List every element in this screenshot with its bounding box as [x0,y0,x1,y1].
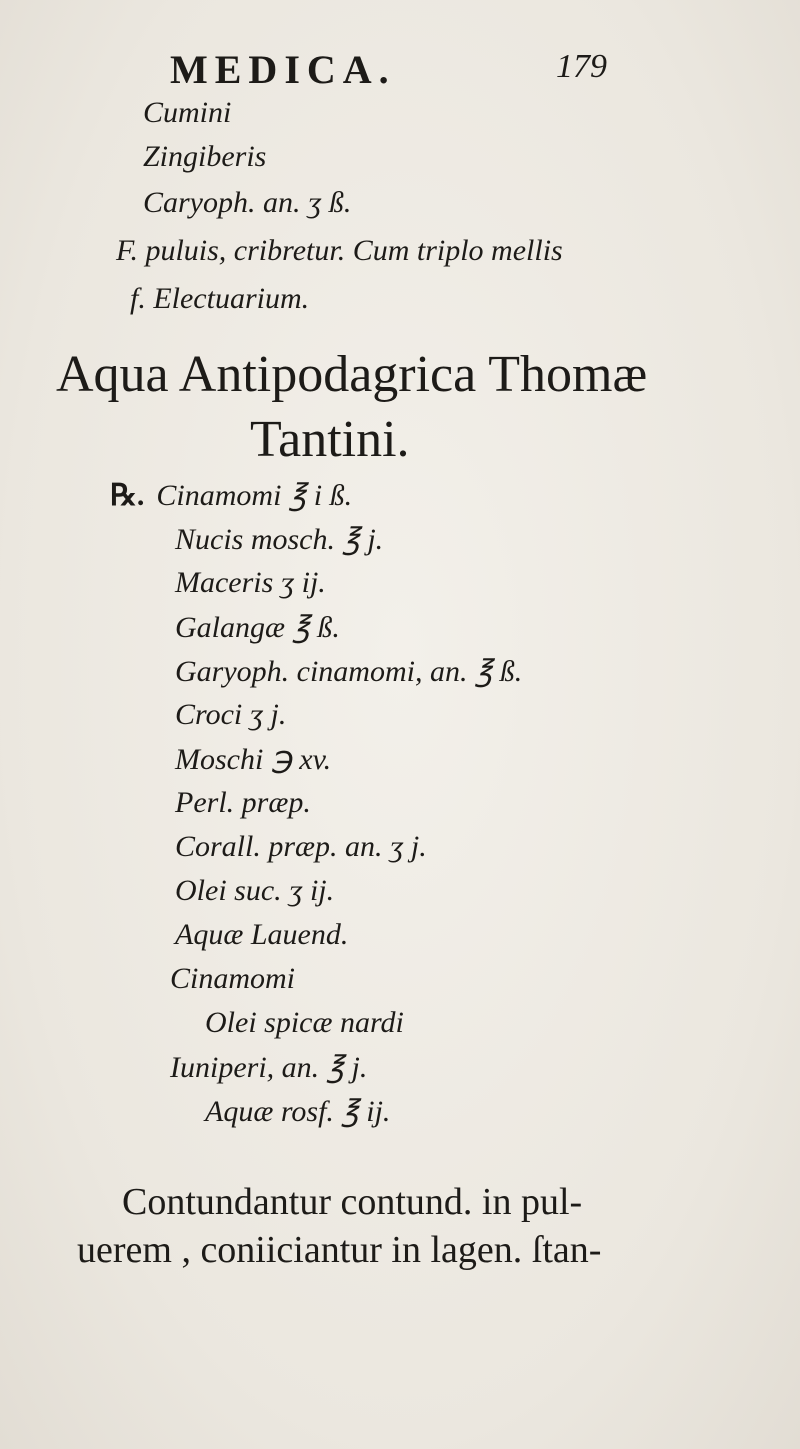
ingredient-line: Maceris ʒ ij. [175,566,326,599]
procedure-line: uerem , coniiciantur in lagen. ſtan- [77,1229,602,1271]
ingredient-line: Cinamomi ℥ i ß. [156,479,353,512]
ingredient-line: Olei spicæ nardi [205,1006,404,1039]
ingredient-line: Nucis mosch. ℥ j. [175,523,384,556]
preceding-recipe-line: f. Electuarium. [130,282,310,315]
page-number: 179 [556,48,607,85]
ingredient-line: Garyoph. cinamomi, an. ℥ ß. [175,655,523,688]
ingredient-line: Aquæ Lauend. [175,918,349,951]
recipe-first-line [110,478,352,513]
ingredient-line: Olei suc. ʒ ij. [175,874,335,907]
ingredient-line: Perl. præp. [175,786,311,819]
running-title: MEDICA. [170,47,396,92]
recipe-title: Aqua Antipodagrica Thomæ [56,346,648,403]
preceding-recipe-line: Cumini [143,96,232,129]
procedure-line: Contundantur contund. in pul- [122,1181,583,1223]
preceding-recipe-line: F. puluis, cribretur. Cum triplo mellis [116,234,563,267]
recipe-symbol: ℞. [110,479,145,512]
ingredient-line: Galangæ ℥ ß. [175,611,340,644]
ingredient-line: Aquæ rosf. ℥ ij. [205,1095,391,1128]
ingredient-line: Moschi ℈ xv. [175,743,332,776]
ingredient-line: Corall. præp. an. ʒ j. [175,830,427,863]
preceding-recipe-line: Zingiberis [143,140,267,173]
page-header [0,40,800,90]
ingredient-line: Cinamomi [170,962,296,995]
preceding-recipe-line: Caryoph. an. ʒ ß. [143,186,352,219]
ingredient-line: Iuniperi, an. ℥ j. [170,1051,368,1084]
recipe-title-continued: Tantini. [250,411,410,468]
ingredient-line: Croci ʒ j. [175,698,287,731]
